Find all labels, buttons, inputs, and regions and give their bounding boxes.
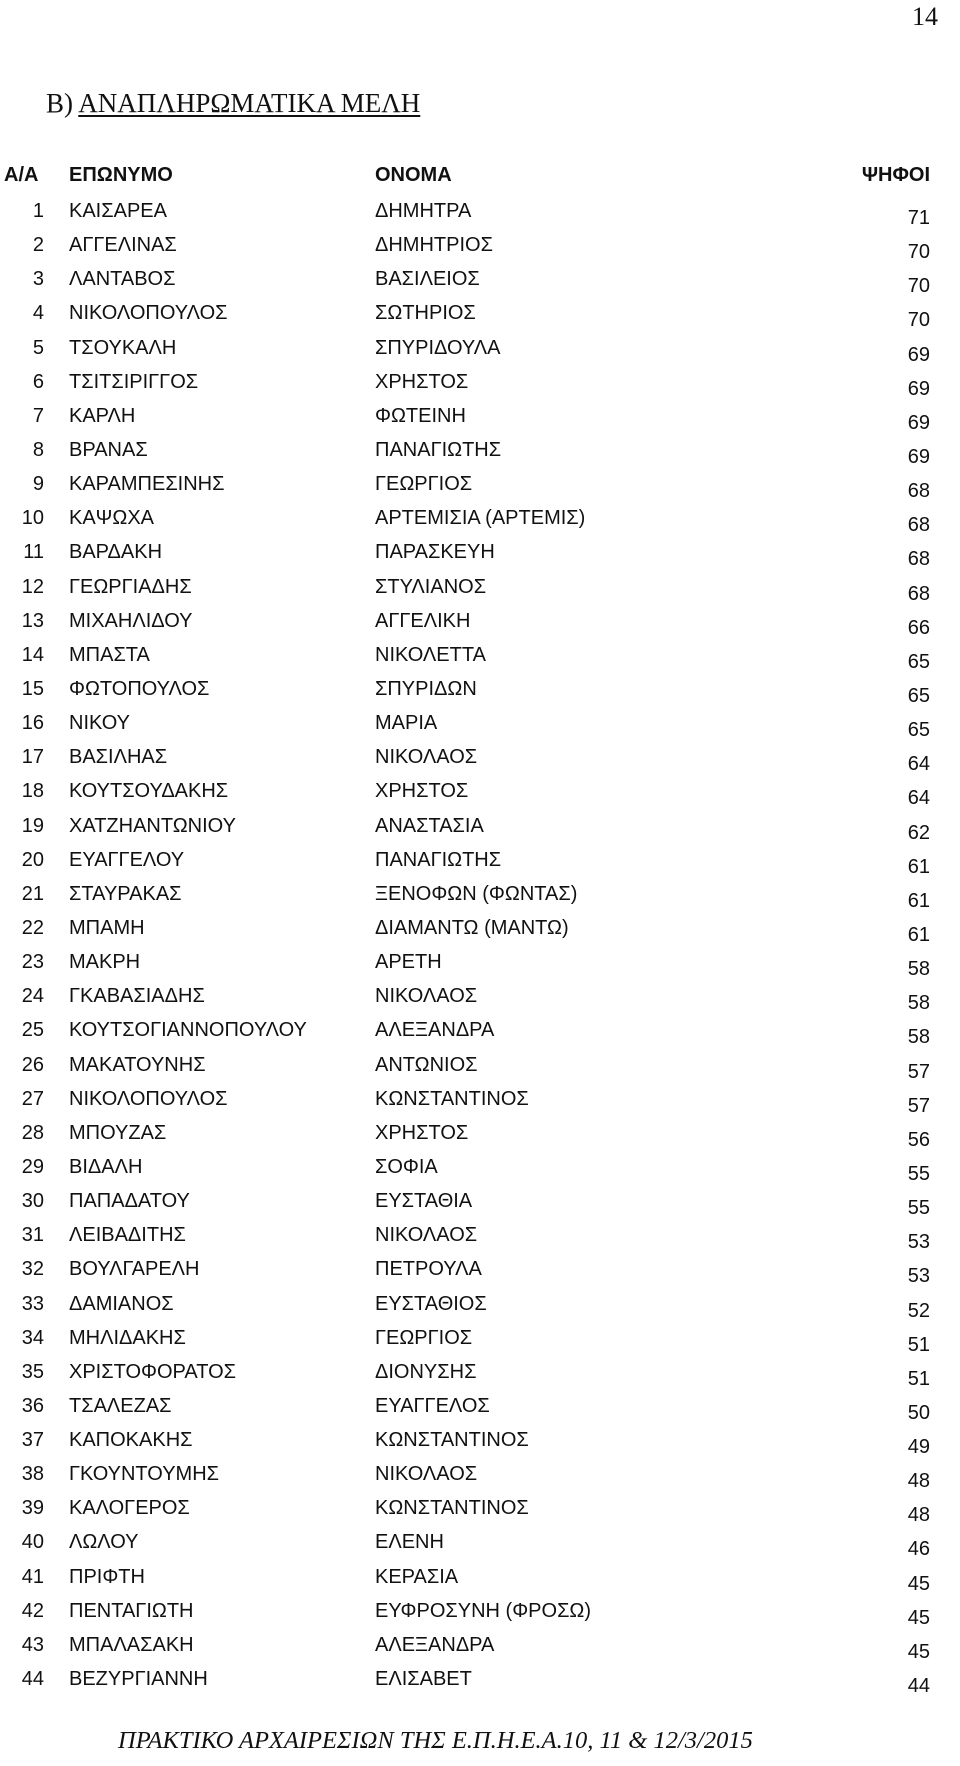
cell-aa: 29: [21, 1155, 44, 1178]
cell-name: ΣΩΤΗΡΙΟΣ: [375, 302, 476, 325]
cell-surname: ΚΟΥΤΣΟΥΔΑΚΗΣ: [69, 780, 229, 803]
cell-aa: 39: [21, 1497, 44, 1520]
cell-name: ΑΝΑΣΤΑΣΙΑ: [375, 814, 484, 837]
table-row: [0, 535, 960, 569]
cell-votes: 70: [907, 241, 930, 264]
cell-name: ΓΕΩΡΓΙΟΣ: [375, 1326, 473, 1349]
cell-votes: 48: [907, 1504, 930, 1527]
cell-aa: 28: [21, 1121, 44, 1144]
cell-surname: ΠΑΠΑΔΑΤΟΥ: [69, 1190, 190, 1213]
cell-votes: 58: [907, 992, 930, 1015]
cell-name: ΔΙΟΝΥΣΗΣ: [375, 1360, 477, 1383]
cell-aa: 40: [21, 1531, 44, 1554]
cell-name: ΠΕΤΡΟΥΛΑ: [375, 1258, 482, 1281]
cell-aa: 6: [32, 370, 44, 393]
table-row: [0, 501, 960, 535]
table-row: [0, 1321, 960, 1355]
cell-surname: ΒΟΥΛΓΑΡΕΛΗ: [69, 1258, 200, 1281]
cell-aa: 31: [21, 1224, 44, 1247]
section-prefix: Β): [46, 88, 73, 118]
cell-votes: 65: [907, 719, 930, 742]
table-row: [0, 1662, 960, 1696]
cell-name: ΕΥΣΤΑΘΙΑ: [375, 1190, 473, 1213]
cell-surname: ΤΣΙΤΣΙΡΙΓΓΟΣ: [69, 370, 199, 393]
cell-aa: 2: [32, 234, 44, 257]
cell-name: ΚΩΝΣΤΑΝΤΙΝΟΣ: [375, 1087, 529, 1110]
cell-votes: 51: [907, 1367, 930, 1390]
cell-aa: 24: [21, 985, 44, 1008]
cell-votes: 57: [907, 1060, 930, 1083]
members-table: [0, 160, 960, 1696]
cell-votes: 65: [907, 684, 930, 707]
cell-votes: 71: [907, 207, 930, 229]
section-title: [46, 88, 420, 119]
cell-votes: 68: [907, 514, 930, 537]
cell-aa: 12: [21, 575, 44, 598]
cell-name: ΠΑΝΑΓΙΩΤΗΣ: [375, 438, 502, 461]
table-row: [0, 1355, 960, 1389]
cell-name: ΚΩΝΣΤΑΝΤΙΝΟΣ: [375, 1429, 529, 1452]
cell-surname: ΒΙΔΑΛΗ: [69, 1155, 143, 1178]
cell-name: ΑΓΓΕΛΙΚΗ: [375, 609, 471, 632]
cell-aa: 35: [21, 1360, 44, 1383]
table-row: [0, 228, 960, 262]
cell-name: ΑΛΕΞΑΝΔΡΑ: [375, 1633, 495, 1656]
cell-surname: ΤΣΑΛΕΖΑΣ: [69, 1394, 172, 1417]
cell-surname: ΛΩΛΟΥ: [69, 1531, 139, 1554]
cell-surname: ΓΕΩΡΓΙΑΔΗΣ: [69, 575, 192, 598]
cell-aa: 5: [32, 336, 44, 359]
table-row: [0, 570, 960, 604]
cell-name: ΔΗΜΗΤΡΙΟΣ: [375, 234, 493, 257]
cell-name: ΜΑΡΙΑ: [375, 712, 438, 735]
cell-surname: ΜΙΧΑΗΛΙΔΟΥ: [69, 609, 193, 632]
page-footer: ΠΡΑΚΤΙΚΟ ΑΡΧΑΙΡΕΣΙΩΝ ΤΗΣ Ε.Π.Η.Ε.Α.10, 11 & 12/3/2015: [118, 1727, 753, 1754]
cell-surname: ΛΕΙΒΑΔΙΤΗΣ: [69, 1224, 186, 1247]
cell-votes: 55: [907, 1162, 930, 1185]
table-row: [0, 1013, 960, 1047]
cell-name: ΒΑΣΙΛΕΙΟΣ: [375, 268, 480, 291]
cell-aa: 26: [21, 1053, 44, 1076]
table-row: [0, 1628, 960, 1662]
table-row: [0, 877, 960, 911]
cell-name: ΕΛΙΣΑΒΕΤ: [375, 1668, 472, 1691]
cell-surname: ΤΣΟΥΚΑΛΗ: [69, 336, 177, 359]
table-row: [0, 979, 960, 1013]
cell-votes: 69: [907, 411, 930, 434]
cell-votes: 68: [907, 582, 930, 605]
cell-votes: 65: [907, 650, 930, 673]
cell-votes: 52: [907, 1299, 930, 1322]
cell-votes: 61: [907, 855, 930, 878]
cell-aa: 20: [21, 848, 44, 871]
table-row: [0, 843, 960, 877]
table-row: [0, 638, 960, 672]
cell-surname: ΕΥΑΓΓΕΛΟΥ: [69, 848, 185, 871]
cell-surname: ΛΑΝΤΑΒΟΣ: [69, 268, 176, 291]
cell-votes: 55: [907, 1197, 930, 1220]
cell-aa: 17: [21, 746, 44, 769]
cell-surname: ΔΑΜΙΑΝΟΣ: [69, 1292, 174, 1315]
cell-votes: 57: [907, 1094, 930, 1117]
cell-aa: 1: [32, 200, 44, 222]
cell-votes: 64: [907, 787, 930, 810]
cell-name: ΑΡΤΕΜΙΣΙΑ (ΑΡΤΕΜΙΣ): [375, 507, 586, 530]
cell-votes: 50: [907, 1401, 930, 1424]
cell-votes: 70: [907, 275, 930, 298]
cell-name: ΕΥΣΤΑΘΙΟΣ: [375, 1292, 487, 1315]
table-row: [0, 1560, 960, 1594]
cell-name: ΠΑΡΑΣΚΕΥΗ: [375, 541, 495, 564]
cell-name: ΣΠΥΡΙΔΩΝ: [375, 677, 477, 700]
cell-name: ΕΥΦΡΟΣΥΝΗ (ΦΡΟΣΩ): [375, 1599, 592, 1622]
cell-name: ΣΟΦΙΑ: [375, 1155, 438, 1178]
cell-aa: 32: [21, 1258, 44, 1281]
cell-votes: 56: [907, 1128, 930, 1151]
cell-name: ΦΩΤΕΙΝΗ: [375, 404, 466, 427]
cell-name: ΧΡΗΣΤΟΣ: [375, 370, 469, 393]
cell-aa: 43: [21, 1633, 44, 1656]
cell-votes: 61: [907, 889, 930, 912]
cell-name: ΝΙΚΟΛΑΟΣ: [375, 1463, 478, 1486]
cell-votes: 64: [907, 753, 930, 776]
cell-votes: 51: [907, 1333, 930, 1356]
table-row: [0, 194, 960, 228]
cell-aa: 23: [21, 951, 44, 974]
cell-surname: ΜΗΛΙΔΑΚΗΣ: [69, 1326, 186, 1349]
table-row: [0, 1525, 960, 1559]
cell-aa: 15: [21, 677, 44, 700]
cell-surname: ΚΑΙΣΑΡΕΑ: [69, 200, 167, 222]
cell-surname: ΚΑΨΩΧΑ: [69, 507, 155, 530]
table-row: [0, 809, 960, 843]
cell-votes: 53: [907, 1265, 930, 1288]
table-row: [0, 1423, 960, 1457]
cell-votes: 46: [907, 1538, 930, 1561]
table-row: [0, 774, 960, 808]
table-row: [0, 1048, 960, 1082]
table-row: [0, 1457, 960, 1491]
table-row: [0, 911, 960, 945]
table-row: [0, 1491, 960, 1525]
cell-surname: ΒΕΖΥΡΓΙΑΝΝΗ: [69, 1668, 208, 1691]
cell-aa: 4: [32, 302, 44, 325]
cell-aa: 8: [32, 438, 44, 461]
cell-votes: 45: [907, 1640, 930, 1663]
cell-aa: 27: [21, 1087, 44, 1110]
table-row: [0, 1082, 960, 1116]
cell-aa: 9: [32, 473, 44, 496]
cell-surname: ΒΑΣΙΛΗΑΣ: [69, 746, 168, 769]
cell-aa: 33: [21, 1292, 44, 1315]
cell-votes: 62: [907, 821, 930, 844]
cell-surname: ΝΙΚΟΛΟΠΟΥΛΟΣ: [69, 302, 228, 325]
table-row: [0, 296, 960, 330]
cell-aa: 7: [32, 404, 44, 427]
cell-name: ΣΠΥΡΙΔΟΥΛΑ: [375, 336, 501, 359]
cell-surname: ΧΑΤΖΗΑΝΤΩΝΙΟΥ: [69, 814, 236, 837]
table-row: [0, 945, 960, 979]
cell-name: ΣΤΥΛΙΑΝΟΣ: [375, 575, 487, 598]
table-row: [0, 433, 960, 467]
cell-votes: 44: [907, 1675, 930, 1698]
cell-name: ΧΡΗΣΤΟΣ: [375, 1121, 469, 1144]
cell-votes: 45: [907, 1606, 930, 1629]
cell-surname: ΝΙΚΟΛΟΠΟΥΛΟΣ: [69, 1087, 228, 1110]
cell-votes: 61: [907, 923, 930, 946]
cell-surname: ΦΩΤΟΠΟΥΛΟΣ: [69, 677, 210, 700]
cell-name: ΚΕΡΑΣΙΑ: [375, 1565, 459, 1588]
cell-name: ΝΙΚΟΛΑΟΣ: [375, 1224, 478, 1247]
cell-surname: ΠΡΙΦΤΗ: [69, 1565, 145, 1588]
page-number: 14: [912, 2, 938, 31]
cell-aa: 38: [21, 1463, 44, 1486]
cell-name: ΚΩΝΣΤΑΝΤΙΝΟΣ: [375, 1497, 529, 1520]
cell-surname: ΣΤΑΥΡΑΚΑΣ: [69, 882, 182, 905]
cell-aa: 37: [21, 1429, 44, 1452]
cell-surname: ΜΠΑΣΤΑ: [69, 643, 150, 666]
cell-name: ΝΙΚΟΛΕΤΤΑ: [375, 643, 486, 666]
cell-aa: 11: [23, 541, 44, 564]
cell-surname: ΒΡΑΝΑΣ: [69, 438, 148, 461]
cell-votes: 45: [907, 1572, 930, 1595]
cell-surname: ΜΠΟΥΖΑΣ: [69, 1121, 167, 1144]
cell-name: ΕΥΑΓΓΕΛΟΣ: [375, 1394, 490, 1417]
header-surname: ΕΠΩΝΥΜΟ: [69, 164, 173, 186]
cell-surname: ΜΑΚΑΤΟΥΝΗΣ: [69, 1053, 206, 1076]
cell-aa: 10: [21, 507, 44, 530]
cell-aa: 22: [21, 916, 44, 939]
table-row: [0, 740, 960, 774]
cell-surname: ΓΚΑΒΑΣΙΑΔΗΣ: [69, 985, 205, 1008]
table-body: [0, 194, 960, 1696]
cell-surname: ΚΟΥΤΣΟΓΙΑΝΝΟΠΟΥΛΟΥ: [69, 1019, 307, 1042]
cell-name: ΕΛΕΝΗ: [375, 1531, 444, 1554]
cell-aa: 16: [21, 712, 44, 735]
cell-votes: 69: [907, 343, 930, 366]
cell-surname: ΧΡΙΣΤΟΦΟΡΑΤΟΣ: [69, 1360, 237, 1383]
cell-aa: 25: [21, 1019, 44, 1042]
table-row: [0, 604, 960, 638]
table-row: [0, 706, 960, 740]
cell-votes: 70: [907, 309, 930, 332]
table-row: [0, 467, 960, 501]
cell-aa: 42: [21, 1599, 44, 1622]
table-row: [0, 365, 960, 399]
table-header: [0, 160, 960, 194]
cell-aa: 44: [21, 1668, 44, 1691]
cell-surname: ΑΓΓΕΛΙΝΑΣ: [69, 234, 177, 257]
cell-aa: 14: [21, 643, 44, 666]
cell-aa: 21: [21, 882, 44, 905]
cell-name: ΝΙΚΟΛΑΟΣ: [375, 985, 478, 1008]
header-name: ΟΝΟΜΑ: [375, 164, 452, 186]
cell-name: ΝΙΚΟΛΑΟΣ: [375, 746, 478, 769]
cell-surname: ΓΚΟΥΝΤΟΥΜΗΣ: [69, 1463, 220, 1486]
cell-name: ΔΙΑΜΑΝΤΩ (ΜΑΝΤΩ): [375, 916, 569, 939]
cell-aa: 13: [21, 609, 44, 632]
cell-surname: ΠΕΝΤΑΓΙΩΤΗ: [69, 1599, 194, 1622]
table-row: [0, 1184, 960, 1218]
cell-name: ΔΗΜΗΤΡΑ: [375, 200, 472, 222]
cell-votes: 48: [907, 1470, 930, 1493]
table-row: [0, 1594, 960, 1628]
table-row: [0, 1389, 960, 1423]
cell-surname: ΜΠΑΜΗ: [69, 916, 145, 939]
cell-votes: 53: [907, 1231, 930, 1254]
cell-name: ΑΡΕΤΗ: [375, 951, 442, 974]
table-row: [0, 1116, 960, 1150]
cell-votes: 68: [907, 480, 930, 503]
cell-aa: 36: [21, 1394, 44, 1417]
table-row: [0, 1287, 960, 1321]
section-heading: ΑΝΑΠΛΗΡΩΜΑΤΙΚΑ ΜΕΛΗ: [78, 88, 421, 118]
table-row: [0, 1218, 960, 1252]
table-row: [0, 1150, 960, 1184]
cell-aa: 41: [21, 1565, 44, 1588]
table-row: [0, 672, 960, 706]
cell-votes: 69: [907, 377, 930, 400]
cell-votes: 66: [907, 616, 930, 639]
cell-surname: ΜΠΑΛΑΣΑΚΗ: [69, 1633, 194, 1656]
cell-aa: 18: [21, 780, 44, 803]
cell-name: ΞΕΝΟΦΩΝ (ΦΩΝΤΑΣ): [375, 882, 578, 905]
cell-name: ΠΑΝΑΓΙΩΤΗΣ: [375, 848, 502, 871]
cell-votes: 49: [907, 1436, 930, 1459]
cell-votes: 58: [907, 1026, 930, 1049]
cell-surname: ΜΑΚΡΗ: [69, 951, 141, 974]
cell-aa: 34: [21, 1326, 44, 1349]
cell-votes: 69: [907, 445, 930, 468]
cell-surname: ΚΑΠΟΚΑΚΗΣ: [69, 1429, 193, 1452]
cell-aa: 19: [21, 814, 44, 837]
cell-name: ΑΛΕΞΑΝΔΡΑ: [375, 1019, 495, 1042]
cell-votes: 68: [907, 548, 930, 571]
header-votes: ΨΗΦΟΙ: [861, 164, 930, 186]
cell-aa: 30: [21, 1190, 44, 1213]
table-row: [0, 262, 960, 296]
cell-surname: ΒΑΡΔΑΚΗ: [69, 541, 163, 564]
header-aa: Α/Α: [4, 164, 39, 186]
cell-name: ΓΕΩΡΓΙΟΣ: [375, 473, 473, 496]
cell-name: ΑΝΤΩΝΙΟΣ: [375, 1053, 478, 1076]
table-row: [0, 1252, 960, 1286]
cell-name: ΧΡΗΣΤΟΣ: [375, 780, 469, 803]
cell-aa: 3: [32, 268, 44, 291]
cell-votes: 58: [907, 958, 930, 981]
table-row: [0, 399, 960, 433]
cell-surname: ΝΙΚΟΥ: [69, 712, 130, 735]
cell-surname: ΚΑΛΟΓΕΡΟΣ: [69, 1497, 190, 1520]
table-row: [0, 331, 960, 365]
cell-surname: ΚΑΡΛΗ: [69, 404, 136, 427]
cell-surname: ΚΑΡΑΜΠΕΣΙΝΗΣ: [69, 473, 225, 496]
